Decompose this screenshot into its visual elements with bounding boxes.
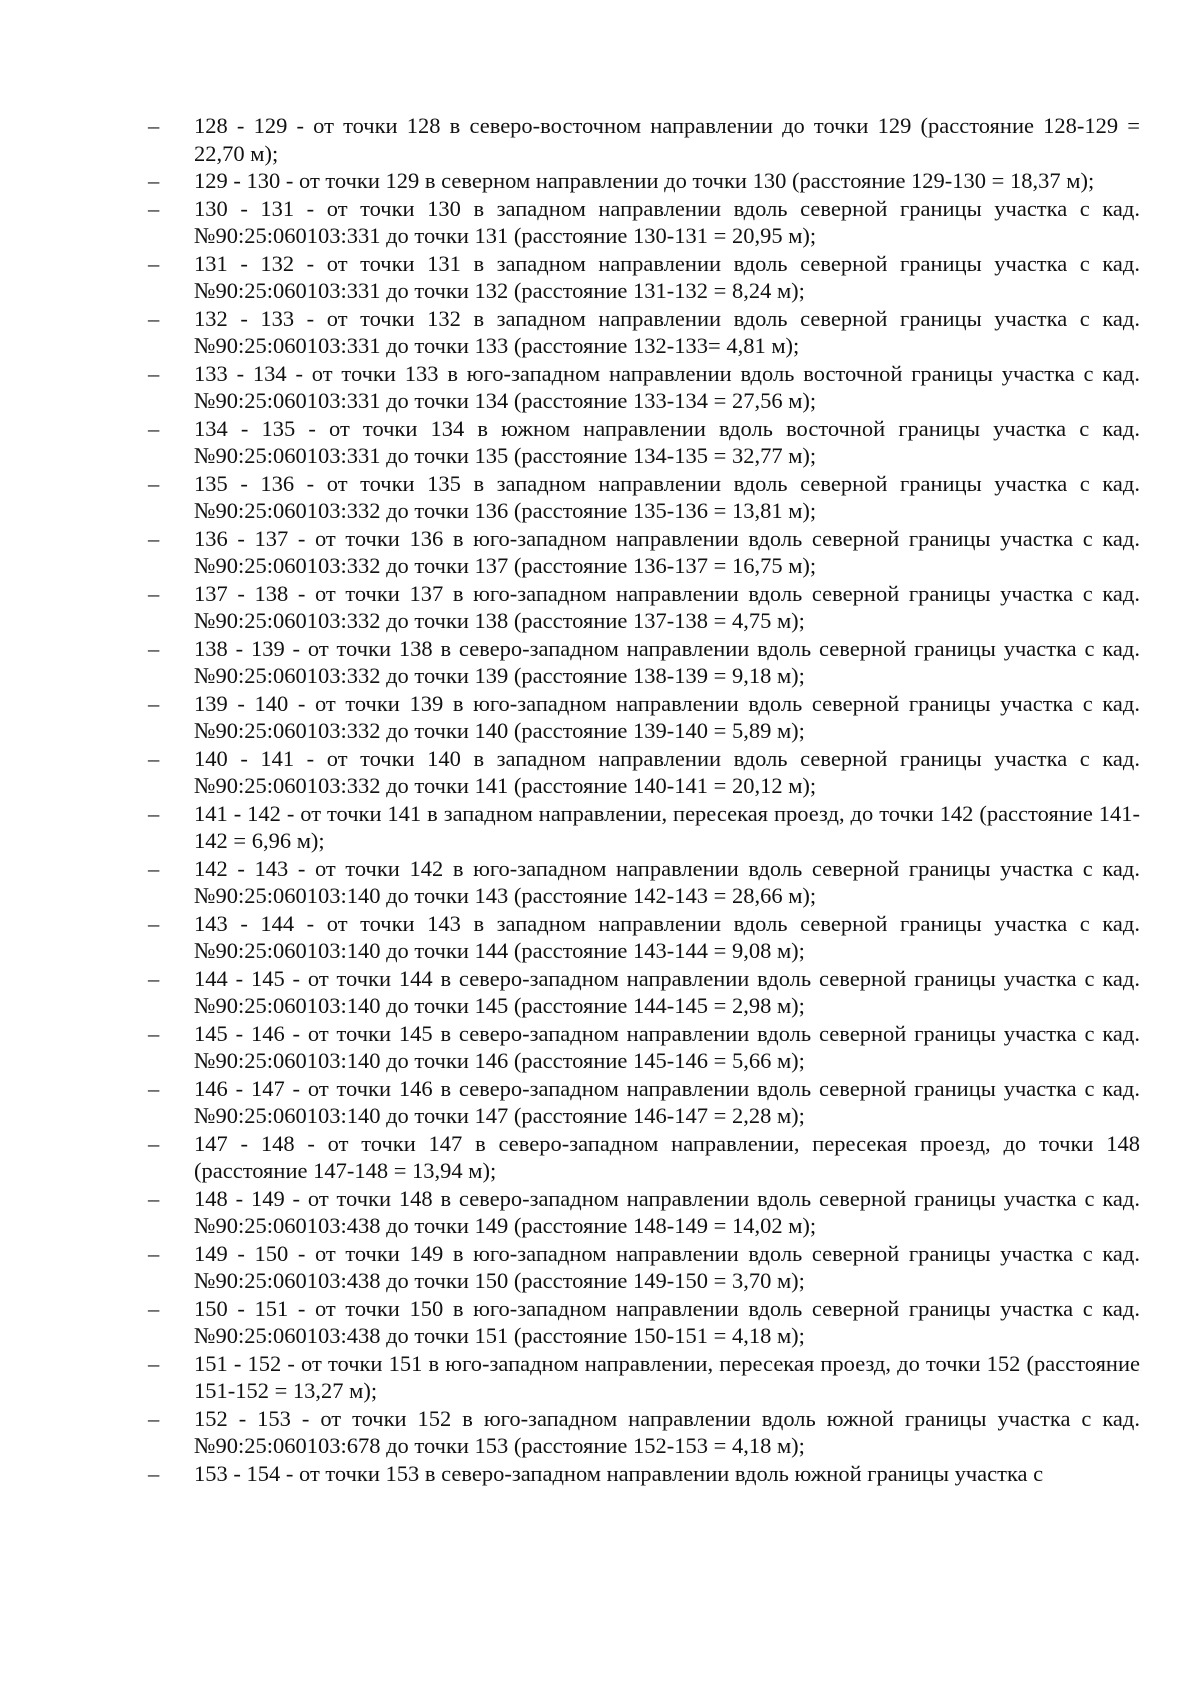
list-bullet: – [148,1130,160,1156]
list-item-text: 128 - 129 - от точки 128 в северо-восточном направлении до точки 129 (расстояние 128-129 = 22,70 м); [194,113,1140,166]
list-item-text: 133 - 134 - от точки 133 в юго-западном направлении вдоль восточной границы участка с кад. №90:25:060103:331 до точки 134 (расстояние 133-134 = 27,56 м); [194,360,1140,413]
list-bullet: – [148,1075,160,1101]
list-item-text: 137 - 138 - от точки 137 в юго-западном направлении вдоль северной границы участка с кад. №90:25:060103:332 до точки 138 (расстояние 137-138 = 4,75 м); [194,580,1140,633]
list-item-text: 153 - 154 - от точки 153 в северо-западном направлении вдоль южной границы участка с [194,1460,1044,1486]
list-item-text: 144 - 145 - от точки 144 в северо-западном направлении вдоль северной границы участка с кад. №90:25:060103:140 до точки 145 (расстояние 144-145 = 2,98 м); [194,965,1140,1018]
list-item-text: 136 - 137 - от точки 136 в юго-западном направлении вдоль северной границы участка с кад. №90:25:060103:332 до точки 137 (расстояние 136-137 = 16,75 м); [194,525,1140,578]
list-item [148,1130,1140,1185]
list-item [148,415,1140,470]
list-bullet: – [148,305,160,331]
list-item [148,1405,1140,1460]
list-item-text: 149 - 150 - от точки 149 в юго-западном направлении вдоль северной границы участка с кад. №90:25:060103:438 до точки 150 (расстояние 149-150 = 3,70 м); [194,1240,1140,1293]
list-item [148,305,1140,360]
list-item-text: 129 - 130 - от точки 129 в северном направлении до точки 130 (расстояние 129-130 = 18,37 м); [194,168,1095,193]
list-bullet: – [148,690,160,716]
list-item [148,690,1140,745]
list-bullet: – [148,1295,160,1321]
list-bullet: – [148,113,160,138]
list-bullet: – [148,525,160,551]
list-bullet: – [148,1185,160,1211]
list-item [148,1295,1140,1350]
list-item [148,1350,1140,1405]
list-bullet: – [148,415,160,441]
boundary-description-list [148,112,1140,1487]
list-item [148,360,1140,415]
list-item [148,525,1140,580]
list-item-text: 151 - 152 - от точки 151 в юго-западном направлении, пересекая проезд, до точки 152 (расстояние 151-152 = 13,27 м); [194,1350,1140,1403]
list-item [148,1185,1140,1240]
list-item [148,195,1140,250]
list-item [148,580,1140,635]
list-item [148,250,1140,305]
list-bullet: – [148,635,160,661]
list-bullet: – [148,250,160,276]
list-item [148,1240,1140,1295]
list-bullet: – [148,1405,160,1431]
list-item-text: 145 - 146 - от точки 145 в северо-западном направлении вдоль северной границы участка с кад. №90:25:060103:140 до точки 146 (расстояние 145-146 = 5,66 м); [194,1020,1140,1073]
list-bullet: – [148,470,160,496]
list-bullet: – [148,1350,160,1376]
list-item [148,1460,1140,1488]
list-item-text: 138 - 139 - от точки 138 в северо-западном направлении вдоль северной границы участка с кад. №90:25:060103:332 до точки 139 (расстояние 138-139 = 9,18 м); [194,635,1140,688]
list-item [148,635,1140,690]
list-item-text: 147 - 148 - от точки 147 в северо-западном направлении, пересекая проезд, до точки 148 (расстояние 147-148 = 13,94 м); [194,1130,1140,1183]
list-item-text: 150 - 151 - от точки 150 в юго-западном направлении вдоль северной границы участка с кад. №90:25:060103:438 до точки 151 (расстояние 150-151 = 4,18 м); [194,1295,1140,1348]
list-item [148,112,1140,167]
list-item-text: 130 - 131 - от точки 130 в западном направлении вдоль северной границы участка с кад. №90:25:060103:331 до точки 131 (расстояние 130-131 = 20,95 м); [194,195,1140,248]
list-item [148,1075,1140,1130]
list-item [148,965,1140,1020]
list-bullet: – [148,965,160,991]
list-bullet: – [148,580,160,606]
list-item-text: 148 - 149 - от точки 148 в северо-западном направлении вдоль северной границы участка с кад. №90:25:060103:438 до точки 149 (расстояние 148-149 = 14,02 м); [194,1185,1140,1238]
list-item-text: 132 - 133 - от точки 132 в западном направлении вдоль северной границы участка с кад. №90:25:060103:331 до точки 133 (расстояние 132-133= 4,81 м); [194,305,1140,358]
list-bullet: – [148,360,160,386]
list-item [148,910,1140,965]
list-item-text: 143 - 144 - от точки 143 в западном направлении вдоль северной границы участка с кад. №90:25:060103:140 до точки 144 (расстояние 143-144 = 9,08 м); [194,910,1140,963]
list-bullet: – [148,855,160,881]
list-bullet: – [148,745,160,771]
list-item-text: 134 - 135 - от точки 134 в южном направлении вдоль восточной границы участка с кад. №90:25:060103:331 до точки 135 (расстояние 134-135 = 32,77 м); [194,415,1140,468]
list-item-text: 139 - 140 - от точки 139 в юго-западном направлении вдоль северной границы участка с кад. №90:25:060103:332 до точки 140 (расстояние 139-140 = 5,89 м); [194,690,1140,743]
list-bullet: – [148,168,160,193]
list-bullet: – [148,1240,160,1266]
list-bullet: – [148,195,160,221]
list-item-text: 152 - 153 - от точки 152 в юго-западном направлении вдоль южной границы участка с кад. №90:25:060103:678 до точки 153 (расстояние 152-153 = 4,18 м); [194,1405,1140,1458]
list-bullet: – [148,800,160,826]
list-bullet: – [148,1460,160,1486]
list-item [148,167,1140,195]
list-item-text: 140 - 141 - от точки 140 в западном направлении вдоль северной границы участка с кад. №90:25:060103:332 до точки 141 (расстояние 140-141 = 20,12 м); [194,745,1140,798]
list-item-text: 131 - 132 - от точки 131 в западном направлении вдоль северной границы участка с кад. №90:25:060103:331 до точки 132 (расстояние 131-132 = 8,24 м); [194,250,1140,303]
list-item-text: 135 - 136 - от точки 135 в западном направлении вдоль северной границы участка с кад. №90:25:060103:332 до точки 136 (расстояние 135-136 = 13,81 м); [194,470,1140,523]
list-item [148,1020,1140,1075]
list-item-text: 142 - 143 - от точки 142 в юго-западном направлении вдоль северной границы участка с кад. №90:25:060103:140 до точки 143 (расстояние 142-143 = 28,66 м); [194,855,1140,908]
list-item [148,855,1140,910]
list-item [148,470,1140,525]
list-item [148,745,1140,800]
list-item-text: 141 - 142 - от точки 141 в западном направлении, пересекая проезд, до точки 142 (расстояние 141-142 = 6,96 м); [194,800,1140,853]
list-bullet: – [148,1020,160,1046]
list-item [148,800,1140,855]
list-item-text: 146 - 147 - от точки 146 в северо-западном направлении вдоль северной границы участка с кад. №90:25:060103:140 до точки 147 (расстояние 146-147 = 2,28 м); [194,1075,1140,1128]
list-bullet: – [148,910,160,936]
